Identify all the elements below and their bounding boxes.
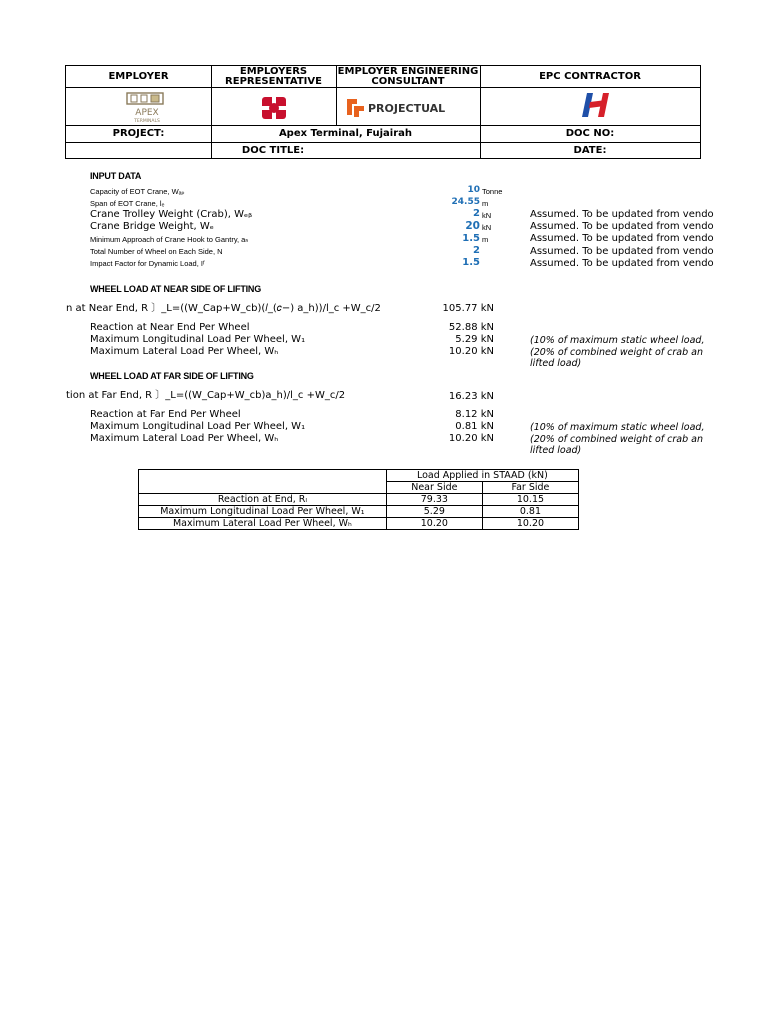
input-label-trolley-weight: Crane Trolley Weight (Crab), Wₑᵦ <box>90 209 253 220</box>
input-label-capacity: Capacity of EOT Crane, Wₐₚ <box>90 187 185 196</box>
near-lateral-load-value: 10.20 kN <box>448 346 494 357</box>
input-unit-trolley-weight: kN <box>482 211 492 220</box>
input-unit-capacity: Tonne <box>482 187 503 196</box>
employers-representative-heading: EMPLOYERS REPRESENTATIVE <box>225 65 322 87</box>
far-side-formula-value: 16.23 kN <box>448 391 494 402</box>
far-side-title: WHEEL LOAD AT FAR SIDE OF LIFTING <box>90 371 254 381</box>
far-side-formula: tion at Far End, R 〕_L=((W_Cap+W_cb)a_h)/l_c +W_c/2 <box>66 390 346 401</box>
input-value-capacity: 10 <box>467 185 480 195</box>
input-value-impact-factor: 1.5 <box>462 257 480 268</box>
input-label-min-approach: Minimum Approach of Crane Hook to Gantry, aₕ <box>90 235 249 244</box>
far-lateral-load-value: 10.20 kN <box>448 433 494 444</box>
near-reaction-per-wheel-label: Reaction at Near End Per Wheel <box>90 322 250 333</box>
employer-heading: EMPLOYER <box>108 70 169 82</box>
input-label-wheel-count: Total Number of Wheel on Each Side, N <box>90 247 223 256</box>
summary-row-near: 5.29 <box>386 506 482 518</box>
input-value-wheel-count: 2 <box>473 245 480 256</box>
summary-row-far: 0.81 <box>482 506 578 518</box>
input-unit-bridge-weight: kN <box>482 223 492 232</box>
near-lateral-load-note: (20% of combined weight of crab an <box>530 347 703 358</box>
summary-col-far: Far Side <box>482 482 578 494</box>
input-note-impact-factor: Assumed. To be updated from vendo <box>530 258 714 269</box>
project-label: PROJECT: <box>112 127 165 139</box>
project-value: Apex Terminal, Fujairah <box>278 127 413 139</box>
input-label-impact-factor: Impact Factor for Dynamic Load, Iᶠ <box>90 259 205 268</box>
summary-corner-cell <box>139 470 387 494</box>
far-longitudinal-load-value: 0.81 kN <box>455 421 494 432</box>
svg-text:APEX: APEX <box>135 108 159 118</box>
near-longitudinal-load-value: 5.29 kN <box>455 334 494 345</box>
table-row <box>139 506 579 518</box>
date-label: DATE: <box>573 144 607 156</box>
summary-row-label: Reaction at End, Rₗ <box>139 494 387 506</box>
table-row <box>139 494 579 506</box>
doc-no-label: DOC NO: <box>565 127 615 139</box>
summary-group-header: Load Applied in STAAD (kN) <box>386 470 578 482</box>
input-label-span: Span of EOT Crane, lₑ <box>90 199 165 208</box>
apex-terminals-logo <box>121 90 173 124</box>
near-side-formula-value: 105.77 kN <box>442 303 494 314</box>
staad-load-summary-table <box>138 469 579 530</box>
input-note-bridge-weight: Assumed. To be updated from vendo <box>530 221 714 232</box>
epc-contractor-heading: EPC CONTRACTOR <box>539 70 641 82</box>
input-label-bridge-weight: Crane Bridge Weight, Wₑ <box>90 221 214 232</box>
far-longitudinal-load-note: (10% of maximum static wheel load, <box>530 422 705 433</box>
summary-row-near: 10.20 <box>386 518 482 530</box>
input-data-title: INPUT DATA <box>90 171 142 181</box>
near-reaction-per-wheel-value: 52.88 kN <box>448 322 494 333</box>
employers-representative-logo <box>262 93 286 123</box>
document-header <box>65 65 701 159</box>
far-lateral-load-note-cont: lifted load) <box>530 445 582 456</box>
summary-row-label: Maximum Longitudinal Load Per Wheel, W₁ <box>139 506 387 518</box>
epc-contractor-logo <box>581 91 615 119</box>
far-reaction-per-wheel-value: 8.12 kN <box>455 409 494 420</box>
doc-title-label: DOC TITLE: <box>241 144 305 156</box>
near-lateral-load-label: Maximum Lateral Load Per Wheel, Wₕ <box>90 346 279 357</box>
near-longitudinal-load-label: Maximum Longitudinal Load Per Wheel, W₁ <box>90 334 306 345</box>
table-row <box>139 518 579 530</box>
input-value-trolley-weight: 2 <box>473 208 480 219</box>
svg-text:PROJECTUAL: PROJECTUAL <box>368 102 446 115</box>
near-side-title: WHEEL LOAD AT NEAR SIDE OF LIFTING <box>90 284 262 294</box>
near-longitudinal-load-note: (10% of maximum static wheel load, <box>530 335 705 346</box>
input-note-trolley-weight: Assumed. To be updated from vendo <box>530 209 714 220</box>
consultant-heading: EMPLOYER ENGINEERING CONSULTANT <box>337 65 479 87</box>
summary-row-far: 10.15 <box>482 494 578 506</box>
svg-text:TERMINALS: TERMINALS <box>134 119 160 124</box>
near-lateral-load-note-cont: lifted load) <box>530 358 582 369</box>
input-unit-span: m <box>482 199 489 208</box>
summary-row-near: 79.33 <box>386 494 482 506</box>
near-side-formula: n at Near End, R 〕_L=((W_Cap+W_cb)(𝑙_(𝑐−) a_h))/l_c +W_c/2 <box>66 303 381 314</box>
summary-row-far: 10.20 <box>482 518 578 530</box>
input-note-min-approach: Assumed. To be updated from vendo <box>530 233 714 244</box>
input-unit-min-approach: m <box>482 235 489 244</box>
far-lateral-load-label: Maximum Lateral Load Per Wheel, Wₕ <box>90 433 279 444</box>
summary-col-near: Near Side <box>386 482 482 494</box>
far-longitudinal-load-label: Maximum Longitudinal Load Per Wheel, W₁ <box>90 421 306 432</box>
input-note-wheel-count: Assumed. To be updated from vendo <box>530 246 714 257</box>
far-reaction-per-wheel-label: Reaction at Far End Per Wheel <box>90 409 241 420</box>
input-value-span: 24.55 <box>451 197 480 207</box>
projectual-logo <box>345 95 465 119</box>
input-value-bridge-weight: 20 <box>465 220 480 232</box>
summary-row-label: Maximum Lateral Load Per Wheel, Wₕ <box>139 518 387 530</box>
far-lateral-load-note: (20% of combined weight of crab an <box>530 434 703 445</box>
input-value-min-approach: 1.5 <box>462 233 480 244</box>
